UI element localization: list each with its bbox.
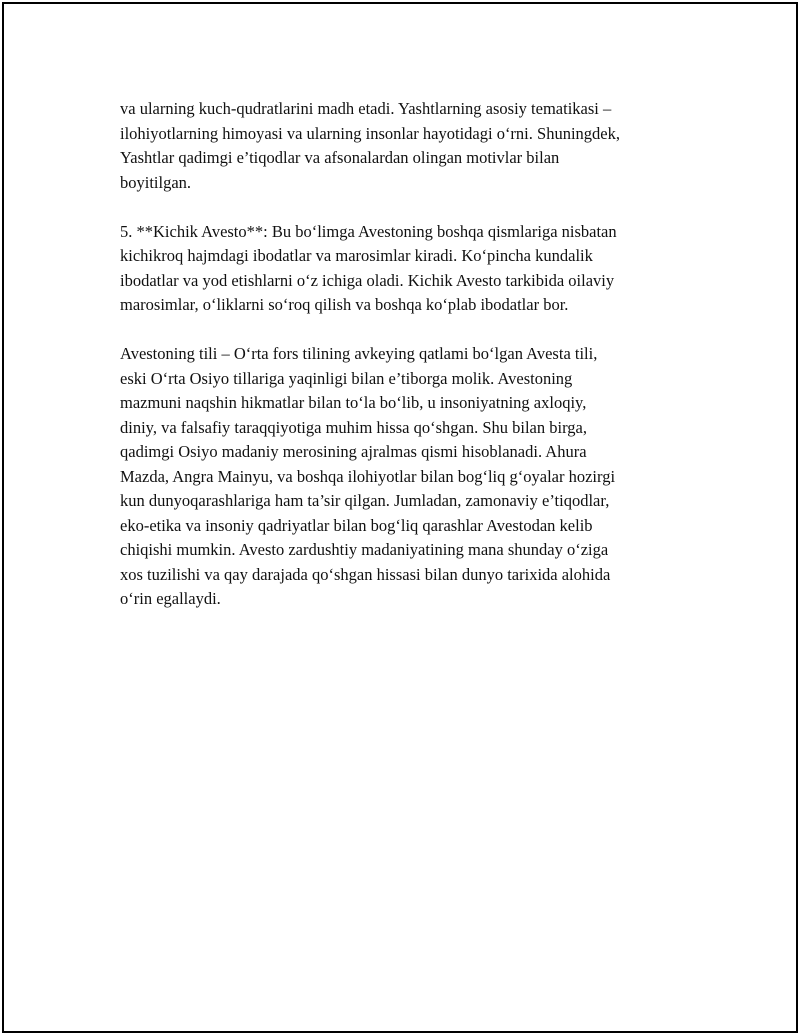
paragraph-kichik-avesto <box>120 220 690 318</box>
text-line: diniy, va falsafiy taraqqiyotiga muhim hissa qo‘shgan. Shu bilan birga, <box>120 417 587 437</box>
text-line: 5. **Kichik Avesto**: Bu bo‘limga Avestoning boshqa qismlariga nisbatan <box>120 221 617 241</box>
document-page <box>2 2 798 1033</box>
text-line: chiqishi mumkin. Avesto zardushtiy madaniyatining mana shunday o‘ziga <box>120 540 609 559</box>
text-line: kichikroq hajmdagi ibodatlar va marosimlar kiradi. Ko‘pincha kundalik <box>120 246 593 265</box>
text-line: va ularning kuch-qudratlarini madh etadi. Yashtlarning asosiy tematikasi – <box>120 99 612 118</box>
text-line: eski O‘rta Osiyo tillariga yaqinligi bilan e’tiborga molik. Avestoning <box>120 368 573 388</box>
paragraph-avesto-tili <box>120 342 690 612</box>
text-line: kun dunyoqarashlariga ham ta’sir qilgan. Jumladan, zamonaviy e’tiqodlar, <box>120 491 610 510</box>
text-line: Yashtlar qadimgi e’tiqodlar va afsonalardan olingan motivlar bilan <box>120 148 560 167</box>
text-line: qadimgi Osiyo madaniy merosining ajralmas qismi hisoblanadi. Ahura <box>120 442 587 461</box>
text-line: Mazda, Angra Mainyu, va boshqa ilohiyotlar bilan bog‘liq g‘oyalar hozirgi <box>120 466 616 486</box>
text-line: boyitilgan. <box>120 172 192 192</box>
text-line: mazmuni naqshin hikmatlar bilan to‘la bo‘lib, u insoniyatning axloqiy, <box>120 393 587 412</box>
text-line: eko-etika va insoniy qadriyatlar bilan bog‘liq qarashlar Avestodan kelib <box>120 515 593 535</box>
paragraph-yashtlar <box>120 97 690 195</box>
text-line: ilohiyotlarning himoyasi va ularning insonlar hayotidagi o‘rni. Shuningdek, <box>120 123 620 143</box>
text-line: marosimlar, o‘liklarni so‘roq qilish va boshqa ko‘plab ibodatlar bor. <box>120 295 569 314</box>
document-body <box>120 97 690 636</box>
text-line: o‘rin egallaydi. <box>120 589 221 608</box>
text-line: xos tuzilishi va qay darajada qo‘shgan hissasi bilan dunyo tarixida alohida <box>120 564 611 584</box>
text-line: ibodatlar va yod etishlarni o‘z ichiga oladi. Kichik Avesto tarkibida oilaviy <box>120 270 615 290</box>
text-line: Avestoning tili – O‘rta fors tilining avkeying qatlami bo‘lgan Avesta tili, <box>120 344 598 363</box>
